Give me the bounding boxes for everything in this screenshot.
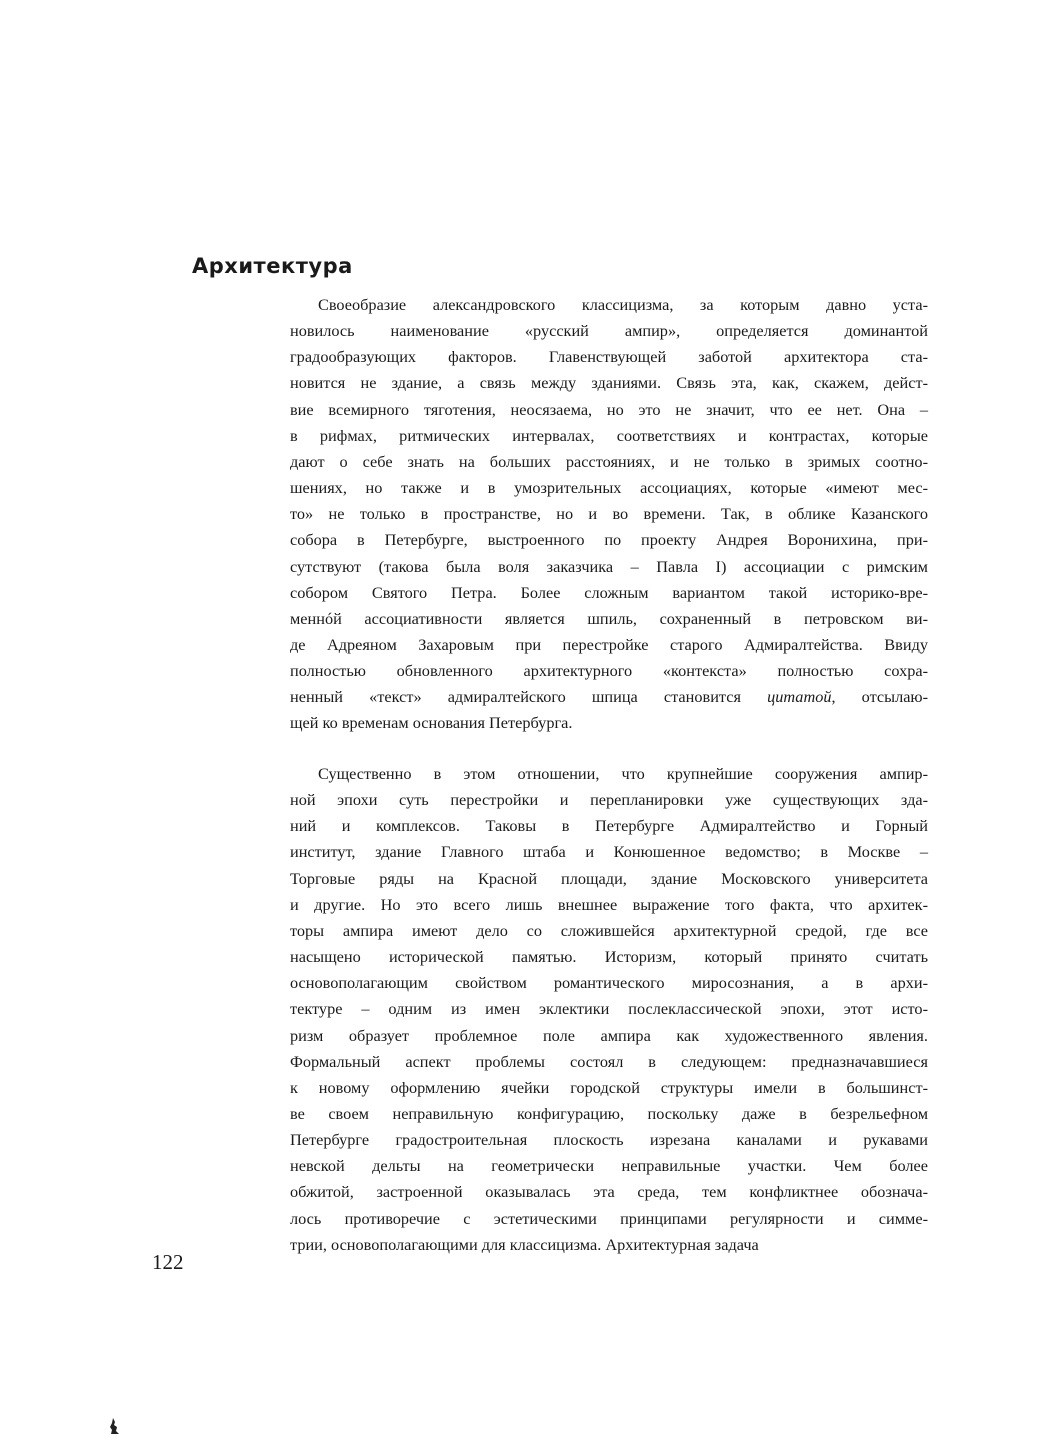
text-line: ний и комплексов. Таковы в Петербурге Адмиралтейство и Горный: [290, 816, 928, 836]
text-line: новится не здание, а связь между зданиями. Связь эта, как, скажем, дейст-: [290, 373, 928, 393]
text-line: в рифмах, ритмических интервалах, соответствиях и контрастах, которые: [290, 425, 928, 445]
text-line: насыщено исторической памятью. Историзм, который принято считать: [290, 947, 928, 967]
text-line: Формальный аспект проблемы состоял в следующем: предназначавшиеся: [290, 1051, 928, 1071]
text-line: новилось наименование «русский ампир», определяется доминантой: [290, 321, 928, 341]
page-number: 122: [152, 1250, 184, 1274]
text-line: то» не только в пространстве, но и во времени. Так, в облике Казанского: [290, 504, 928, 524]
section-heading: Архитектура: [192, 254, 353, 278]
text-line: Петербурге градостроительная плоскость изрезана каналами и рукавами: [290, 1130, 928, 1150]
text-line: к новому оформлению ячейки городской структуры имели в большинст-: [290, 1077, 928, 1097]
text-line: невской дельты на геометрически неправильные участки. Чем более: [290, 1156, 928, 1176]
text-line: ризм образует проблемное поле ампира как художественного явления.: [290, 1025, 928, 1045]
text-line: торы ампира имеют дело со сложившейся архитектурной средой, где все: [290, 920, 928, 940]
text-line: шениях, но также и в умозрительных ассоциациях, которые «имеют мес-: [290, 478, 928, 498]
text-line: Существенно в этом отношении, что крупнейшие сооружения ампир-: [318, 764, 928, 783]
text-line: тектуре – одним из имен эклектики послеклассической эпохи, этот исто-: [290, 999, 928, 1019]
scan-mark-icon: [110, 1418, 120, 1434]
text-line: Торговые ряды на Красной площади, здание Московского университета: [290, 868, 928, 888]
text-line: собора в Петербурге, выстроенного по проекту Андрея Воронихина, при-: [290, 530, 928, 550]
text-line: меннóй ассоциативности является шпиль, сохраненный в петровском ви-: [290, 608, 928, 628]
text-line: полностью обновленного архитектурного «контекста» полностью сохра-: [290, 661, 928, 681]
text-line: лось противоречие с эстетическими принципами регулярности и симме-: [290, 1208, 928, 1228]
text-line: трии, основополагающими для классицизма. Архитектурная задача: [290, 1234, 759, 1254]
text-line: обжитой, застроенной оказывалась эта среда, тем конфликтнее обознача-: [290, 1182, 928, 1202]
text-line: щей ко временам основания Петербурга.: [290, 713, 573, 733]
text-line: градообразующих факторов. Главенствующей заботой архитектора ста-: [290, 347, 928, 367]
text-line: основополагающим свойством романтического миросознания, а в архи-: [290, 973, 928, 993]
text-line: ной эпохи суть перестройки и перепланировки уже существующих зда-: [290, 790, 928, 810]
text-line: ненный «текст» адмиралтейского шпица становится цитатой, отсылаю-: [290, 687, 929, 707]
text-line: институт, здание Главного штаба и Конюшенное ведомство; в Москве –: [290, 842, 928, 862]
text-line: де Адреяном Захаровым при перестройке старого Адмиралтейства. Ввиду: [290, 634, 928, 654]
text-line: собором Святого Петра. Более сложным вариантом такой историко-вре-: [290, 582, 928, 602]
text-line: и другие. Но это всего лишь внешнее выражение того факта, что архитек-: [290, 894, 928, 914]
text-line: ве своем неправильную конфигурацию, поскольку даже в безрельефном: [290, 1103, 928, 1123]
text-line: дают о себе знать на больших расстояниях, и не только в зримых соотно-: [290, 451, 928, 471]
text-line: сутствуют (такова была воля заказчика – Павла I) ассоциации с римским: [290, 556, 928, 576]
emphasis: цитатой: [767, 687, 832, 707]
text-line: вие всемирного тяготения, неосязаема, но это не значит, что ее нет. Она –: [290, 399, 928, 419]
text-line: Своеобразие александровского классицизма, за которым давно уста-: [318, 295, 928, 314]
